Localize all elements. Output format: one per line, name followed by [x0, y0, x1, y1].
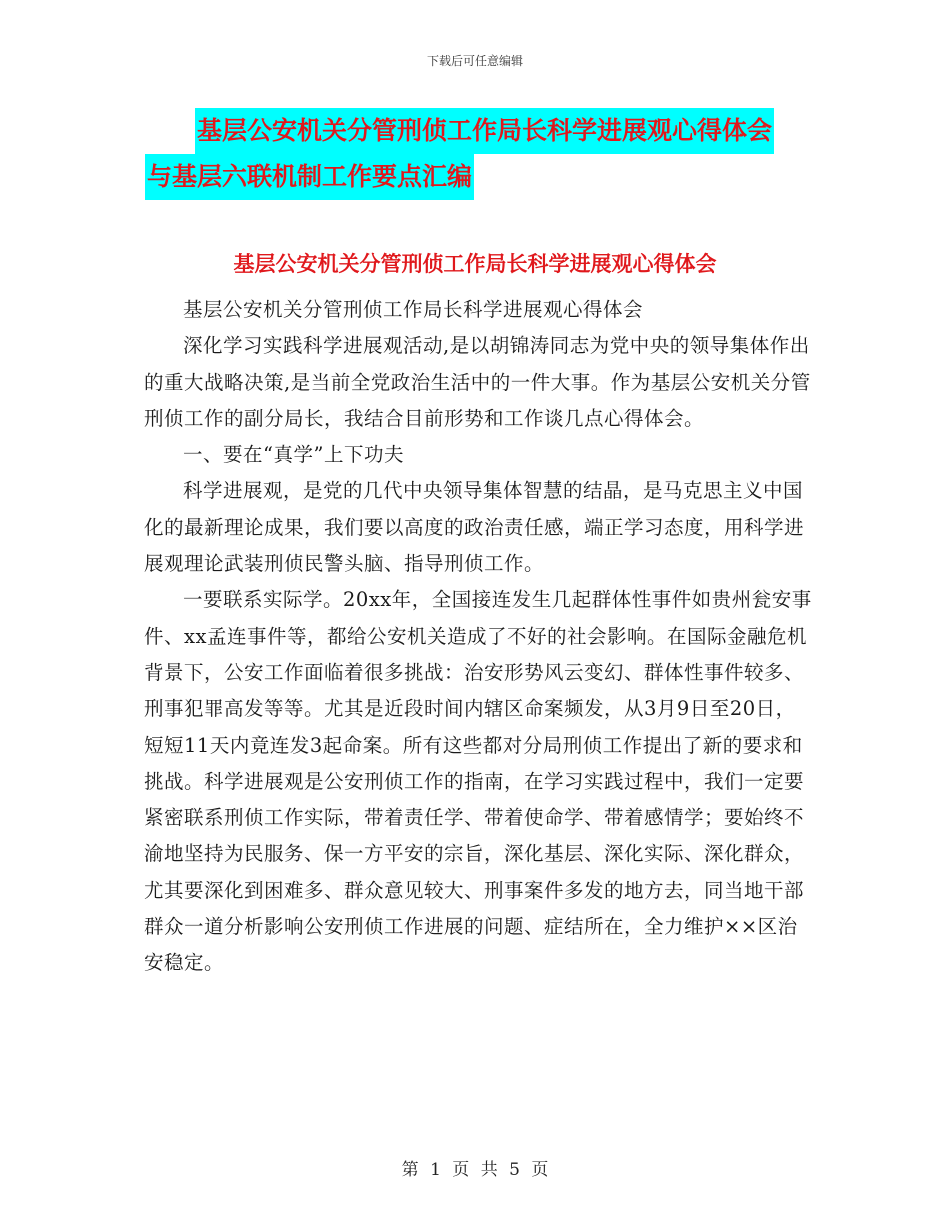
section-title: 基层公安机关分管刑侦工作局长科学进展观心得体会 — [233, 252, 717, 276]
header-note: 下载后可任意编辑 — [426, 54, 523, 68]
document-title-line-1: 基层公安机关分管刑侦工作局长科学进展观心得体会 — [195, 108, 774, 154]
paragraph: 基层公安机关分管刑侦工作局长科学进展观心得体会 — [183, 298, 644, 321]
page-footer: 第 1 页 共 5 页 — [401, 1160, 549, 1180]
paragraph-heading: 一、要在“真学”上下功夫 — [183, 443, 404, 467]
paragraph: 科学进展观，是党的几代中央领导集体智慧的结晶，是马克思主义中国化的最新理论成果，我们要以高度的政治责任感，端正学习态度，用科学进展观理论武装刑侦民警头脑、指导刑侦工作。 — [144, 479, 805, 576]
paragraph: 一要联系实际学。20xx年，全国接连发生几起群体性事件如贵州瓮安事件、xx孟连事件等，都给公安机关造成了不好的社会影响。在国际金融危机背景下，公安工作面临着很多挑战：治安形势风云变幻、群体性事件较多、刑事犯罪高发等等。尤其是近段时间内辖区命案频发，从3月9日至20日，短短11天内竟连发3起命案。所有这些都对分局刑侦工作提出了新的要求和挑战。科学进展观是公安刑侦工作的指南，在学习实践过程中，我们一定要紧密联系刑侦工作实际，带着责任学、带着使命学、带着感情学；要始终不渝地坚持为民服务、保一方平安的宗旨，深化基层、深化实际、深化群众，尤其要深化到困难多、群众意见较大、刑事案件多发的地方去，同当地干部群众一道分析影响公安刑侦工作进展的问题、症结所在，全力维护××区治安稳定。 — [144, 588, 812, 975]
document-title — [145, 108, 815, 200]
document-title-line-2: 与基层六联机制工作要点汇编 — [145, 154, 474, 200]
body-text — [144, 292, 814, 982]
paragraph: 深化学习实践科学进展观活动,是以胡锦涛同志为党中央的领导集体作出的重大战略决策,是当前全党政治生活中的一件大事。作为基层公安机关分管刑侦工作的副分局长，我结合目前形势和工作谈几点心得体会。 — [144, 334, 811, 430]
